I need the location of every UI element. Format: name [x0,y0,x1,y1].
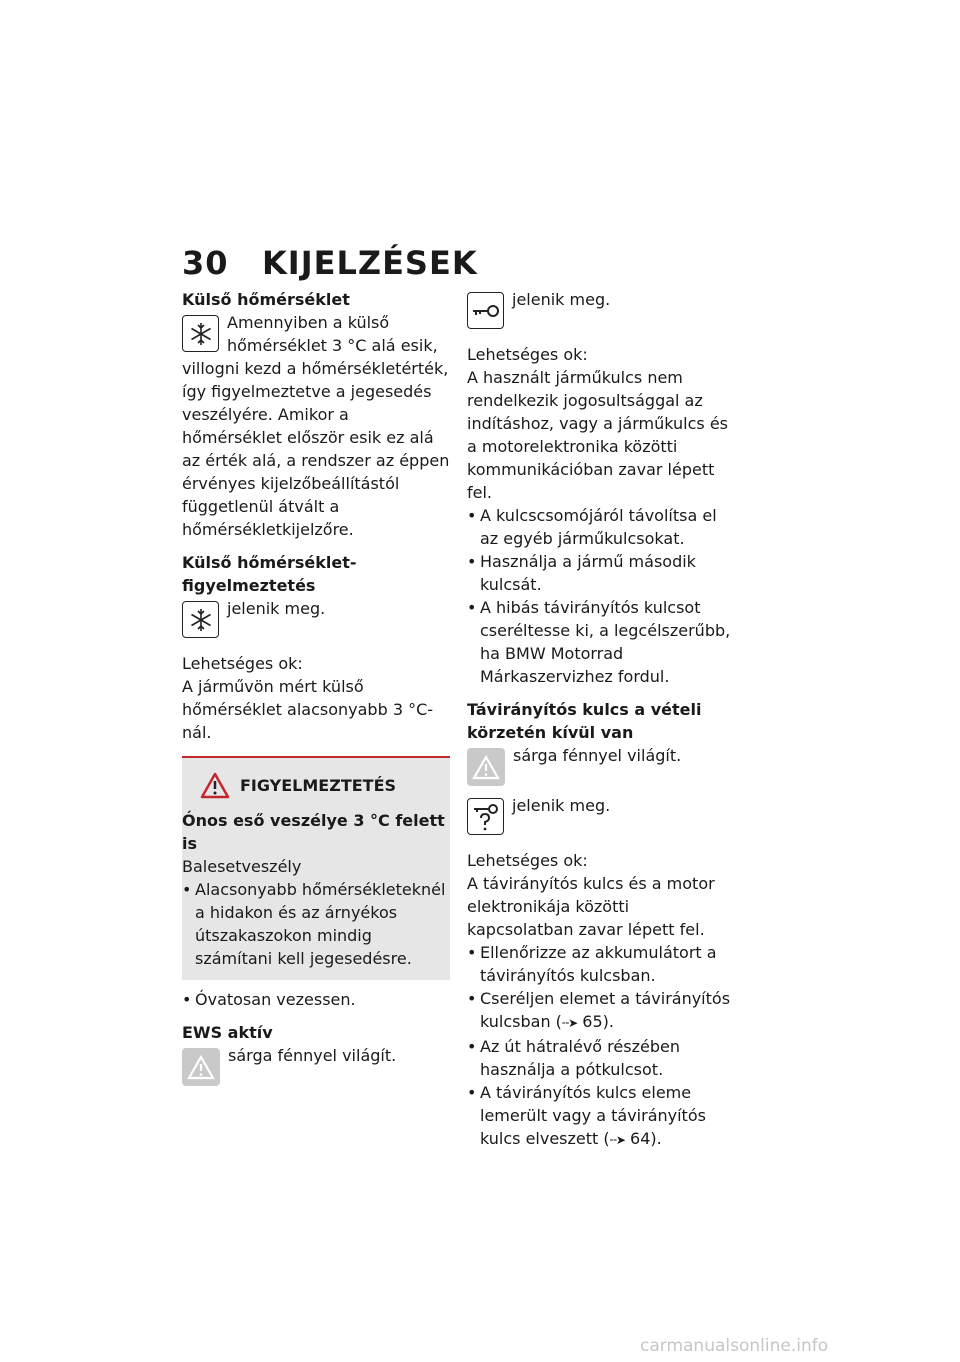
section-title: EWS aktív [182,1023,273,1042]
indicator-text: sárga fénnyel világít. [228,1046,397,1065]
snowflake-icon [182,315,219,352]
grey-warning-triangle-icon [182,1048,220,1086]
indicator-text: sárga fénnyel világít. [513,746,682,765]
list-item: • Cseréljen elemet a távirányítós kulcsban (╌➤ 65). [467,987,735,1035]
section-text: Amennyiben a külső hőmérséklet 3 °C alá esik, villogni kezd a hőmérsékletérték, így figyelmeztetve a jegesedés veszélyére. Amikor a hőmérséklet először esik ez alá az érték alá, a rendszer az éppen érvényes kijelzőbeállítástól függetlenül átvált a hőmérsékletkijelzőre. [182,313,450,539]
page-number: 30 [182,244,229,282]
instruction-list [182,988,450,1011]
page-reference[interactable]: 64 [630,1129,651,1148]
page-reference-arrow-icon: ╌➤ [561,1016,578,1030]
snowflake-icon [182,601,219,638]
warning-header [182,772,450,799]
warning-triangle-icon [200,772,230,799]
grey-warning-triangle-icon [467,748,505,786]
list-item: • Óvatosan vezessen. [182,988,450,1011]
list-item: • A távirányítós kulcs eleme lemerült vagy a távirányítós kulcs elveszett (╌➤ 64). [467,1081,735,1152]
page-reference[interactable]: 65 [582,1012,603,1031]
list-item: • Az út hátralévő részében használja a pótkulcsot. [467,1035,735,1081]
causes-label: Lehetséges ok: [467,345,588,364]
section-title: Külső hőmérséklet-figyelmeztetés [182,553,357,595]
warning-list [182,878,450,970]
warning-box [182,756,450,980]
indicator-text: jelenik meg. [227,599,326,618]
warning-label: FIGYELMEZTETÉS [240,776,397,795]
causes-label: Lehetséges ok: [467,851,588,870]
warning-title: Ónos eső veszélye 3 °C felett is [182,811,445,853]
list-item: • Használja a jármű második kulcsát. [467,550,735,596]
section-title: Távirányítós kulcs a vételi körzetén kívül van [467,700,702,742]
key-icon [467,292,504,329]
left-column [182,288,450,1090]
instruction-list [467,941,735,1152]
page-header [182,244,478,282]
causes-text: A távirányítós kulcs és a motor elektronikája közötti kapcsolatban zavar lépett fel. [467,874,715,939]
list-item: • A kulcscsomójáról távolítsa el az egyéb járműkulcsokat. [467,504,735,550]
causes-label: Lehetséges ok: [182,654,303,673]
warning-subtitle: Balesetveszély [182,857,302,876]
watermark: carmanualsonline.info [640,1336,829,1356]
key-question-icon [467,798,504,835]
causes-text: A használt járműkulcs nem rendelkezik jogosultsággal az indításhoz, vagy a járműkulcs és a motorelektronika közötti kommunikációban zavar lépett fel. [467,368,729,502]
chapter-title: KIJELZÉSEK [262,244,478,282]
list-item: • Alacsonyabb hőmérsékleteknél a hidakon és az árnyékos útszakaszokon mindig számítani kell jegesedésre. [182,878,450,970]
list-item: • Ellenőrizze az akkumulátort a távirányítós kulcsban. [467,941,735,987]
right-column [467,288,735,1152]
page-reference-arrow-icon: ╌➤ [609,1133,625,1147]
causes-text: A járművön mért külső hőmérséklet alacsonyabb 3 °C-nál. [182,677,434,742]
list-item: • A hibás távirányítós kulcsot cseréltesse ki, a legcélszerűbb, ha BMW Motorrad Márkaszervizhez fordul. [467,596,735,688]
indicator-text: jelenik meg. [512,796,611,815]
section-title: Külső hőmérséklet [182,290,350,309]
indicator-text: jelenik meg. [512,290,611,309]
instruction-list [467,504,735,688]
